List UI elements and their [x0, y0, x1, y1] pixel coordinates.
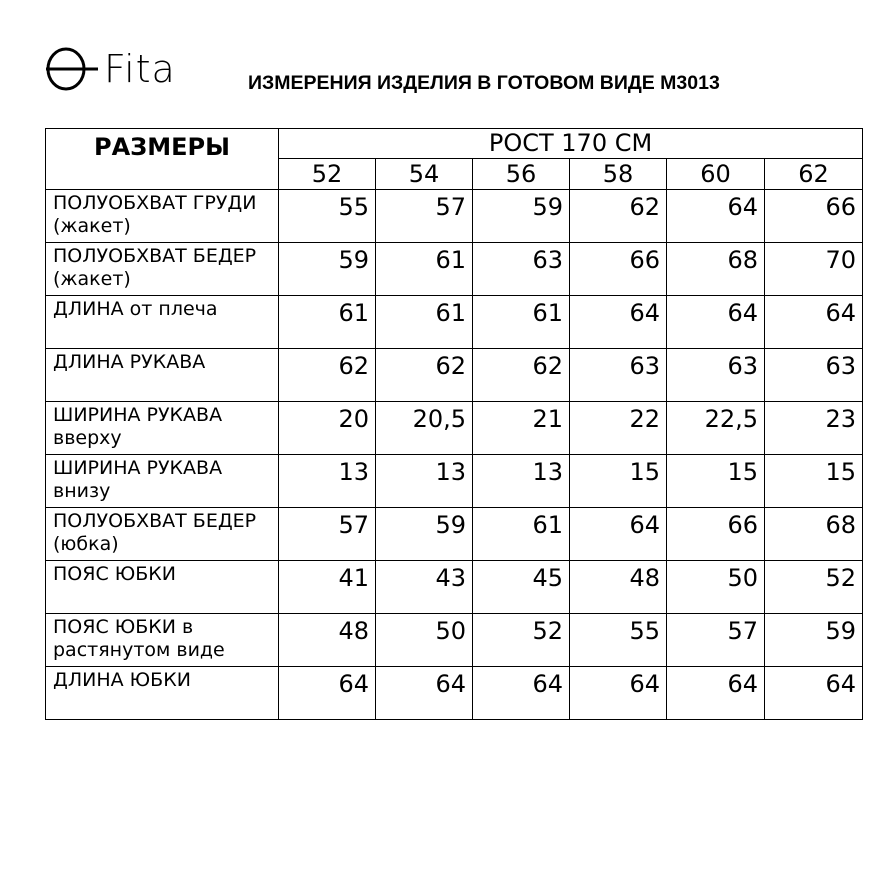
measurement-value: 59: [279, 243, 376, 296]
row-label: ШИРИНА РУКАВА вверху: [46, 402, 279, 455]
fita-logo-icon: [44, 44, 100, 94]
measurement-value: 23: [765, 402, 863, 455]
measurement-value: 48: [279, 614, 376, 667]
measurement-value: 50: [376, 614, 473, 667]
measurement-value: 59: [765, 614, 863, 667]
measurement-value: 66: [765, 190, 863, 243]
measurement-value: 22,5: [667, 402, 765, 455]
table-row: [46, 296, 863, 349]
measurement-value: 63: [570, 349, 667, 402]
size-table: [45, 128, 863, 720]
measurement-value: 15: [667, 455, 765, 508]
measurement-value: 61: [279, 296, 376, 349]
measurement-value: 62: [570, 190, 667, 243]
measurement-value: 70: [765, 243, 863, 296]
measurement-value: 68: [765, 508, 863, 561]
measurement-value: 63: [667, 349, 765, 402]
measurement-value: 45: [473, 561, 570, 614]
measurement-value: 55: [279, 190, 376, 243]
measurement-value: 43: [376, 561, 473, 614]
table-row: [46, 402, 863, 455]
table-row: [46, 667, 863, 720]
measurement-value: 66: [570, 243, 667, 296]
measurement-value: 13: [473, 455, 570, 508]
table-row: [46, 455, 863, 508]
measurement-value: 61: [376, 243, 473, 296]
measurement-value: 48: [570, 561, 667, 614]
measurement-value: 63: [473, 243, 570, 296]
measurement-value: 62: [376, 349, 473, 402]
table-row: [46, 561, 863, 614]
measurement-value: 64: [473, 667, 570, 720]
measurement-value: 64: [376, 667, 473, 720]
size-cell: 60: [667, 159, 765, 190]
measurement-value: 64: [570, 508, 667, 561]
size-cell: 52: [279, 159, 376, 190]
row-label: ПОЯС ЮБКИ: [46, 561, 279, 614]
measurement-value: 13: [279, 455, 376, 508]
measurement-value: 41: [279, 561, 376, 614]
measurement-value: 64: [279, 667, 376, 720]
measurement-value: 64: [667, 296, 765, 349]
measurement-value: 50: [667, 561, 765, 614]
measurement-value: 61: [376, 296, 473, 349]
size-cell: 62: [765, 159, 863, 190]
measurement-value: 57: [279, 508, 376, 561]
row-label: ПОЛУОБХВАТ БЕДЕР (юбка): [46, 508, 279, 561]
measurement-value: 13: [376, 455, 473, 508]
measurement-value: 61: [473, 296, 570, 349]
row-label: ПОЛУОБХВАТ ГРУДИ (жакет): [46, 190, 279, 243]
measurement-value: 57: [667, 614, 765, 667]
measurement-value: 59: [473, 190, 570, 243]
measurement-value: 64: [570, 296, 667, 349]
measurement-value: 63: [765, 349, 863, 402]
measurement-value: 64: [667, 667, 765, 720]
row-label: ПОЛУОБХВАТ БЕДЕР (жакет): [46, 243, 279, 296]
measurement-value: 62: [473, 349, 570, 402]
measurement-value: 59: [376, 508, 473, 561]
measurement-value: 62: [279, 349, 376, 402]
measurement-value: 20,5: [376, 402, 473, 455]
page-title: ИЗМЕРЕНИЯ ИЗДЕЛИЯ В ГОТОВОМ ВИДЕ М3013: [248, 72, 720, 94]
size-cell: 56: [473, 159, 570, 190]
measurement-value: 64: [765, 296, 863, 349]
row-label: ПОЯС ЮБКИ в растянутом виде: [46, 614, 279, 667]
height-header: РОСТ 170 СМ: [279, 129, 863, 159]
table-row: [46, 190, 863, 243]
brand-name: Fita: [104, 47, 176, 91]
size-cell: 58: [570, 159, 667, 190]
table-row: [46, 614, 863, 667]
measurement-value: 55: [570, 614, 667, 667]
measurement-value: 64: [667, 190, 765, 243]
table-row: [46, 349, 863, 402]
measurement-value: 15: [570, 455, 667, 508]
measurement-value: 52: [765, 561, 863, 614]
measurement-value: 66: [667, 508, 765, 561]
row-label: ДЛИНА ЮБКИ: [46, 667, 279, 720]
measurement-value: 61: [473, 508, 570, 561]
row-label: ДЛИНА РУКАВА: [46, 349, 279, 402]
table-row: [46, 508, 863, 561]
brand-logo: [44, 44, 176, 94]
size-cell: 54: [376, 159, 473, 190]
measurement-value: 20: [279, 402, 376, 455]
measurement-value: 57: [376, 190, 473, 243]
measurement-value: 68: [667, 243, 765, 296]
measurement-value: 64: [570, 667, 667, 720]
measurement-value: 64: [765, 667, 863, 720]
table-row: [46, 243, 863, 296]
measurement-value: 15: [765, 455, 863, 508]
measurement-value: 22: [570, 402, 667, 455]
row-label: ШИРИНА РУКАВА внизу: [46, 455, 279, 508]
row-label: ДЛИНА от плеча: [46, 296, 279, 349]
measurement-value: 52: [473, 614, 570, 667]
sizes-header: РАЗМЕРЫ: [46, 129, 279, 190]
measurement-value: 21: [473, 402, 570, 455]
